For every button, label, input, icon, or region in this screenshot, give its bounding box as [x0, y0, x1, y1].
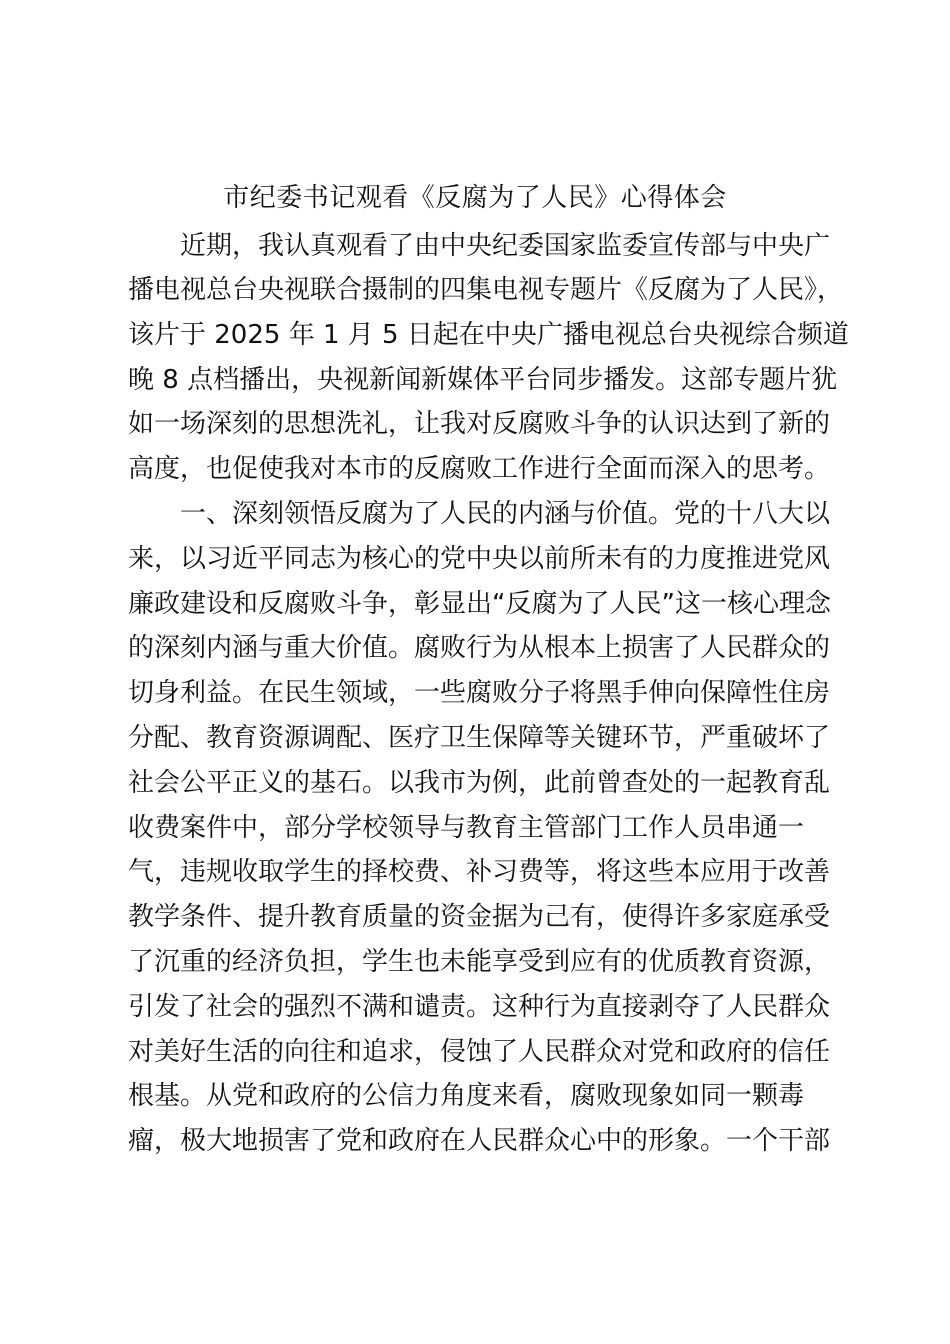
paragraph-line: 近期，我认真观看了由中央纪委国家监委宣传部与中央广 — [180, 231, 831, 261]
paragraph-line: 来，以习近平同志为核心的党中央以前所未有的力度推进党风 — [128, 544, 831, 574]
paragraph-line: 分配、教育资源调配、医疗卫生保障等关键环节，严重破坏了 — [128, 723, 831, 753]
paragraph-line: 教学条件、提升教育质量的资金据为己有，使得许多家庭承受 — [128, 902, 831, 932]
paragraph-line: 社会公平正义的基石。以我市为例，此前曾查处的一起教育乱 — [128, 768, 831, 798]
paragraph-line: 收费案件中，部分学校领导与教育主管部门工作人员串通一 — [128, 813, 805, 843]
paragraph-line: 的深刻内涵与重大价值。腐败行为从根本上损害了人民群众的 — [128, 633, 831, 663]
section-heading-line: 一、深刻领悟反腐为了人民的内涵与价值。党的十八大以 — [180, 499, 831, 529]
paragraph-line: 了沉重的经济负担，学生也未能享受到应有的优质教育资源， — [128, 947, 831, 977]
paragraph-line: 瘤，极大地损害了党和政府在人民群众心中的形象。一个干部 — [128, 1126, 831, 1156]
paragraph-line: 播电视总台央视联合摄制的四集电视专题片《反腐为了人民》， — [128, 275, 844, 305]
paragraph-line: 切身利益。在民生领域，一些腐败分子将黑手伸向保障性住房 — [128, 678, 831, 708]
document-title: 市纪委书记观看《反腐为了人民》心得体会 — [223, 183, 727, 213]
paragraph-line: 气，违规收取学生的择校费、补习费等，将这些本应用于改善 — [128, 857, 831, 887]
paragraph-line: 廉政建设和反腐败斗争，彰显出“反腐为了人民”这一核心理念 — [128, 589, 831, 619]
paragraph-line: 对美好生活的向往和追求，侵蚀了人民群众对党和政府的信任 — [128, 1037, 831, 1067]
paragraph-line: 该片于 2025 年 1 月 5 日起在中央广播电视总台央视综合频道 — [128, 320, 849, 350]
paragraph-line: 晚 8 点档播出，央视新闻新媒体平台同步播发。这部专题片犹 — [128, 365, 838, 395]
paragraph-line: 高度，也促使我对本市的反腐败工作进行全面而深入的思考。 — [128, 454, 831, 484]
paragraph-line: 根基。从党和政府的公信力角度来看，腐败现象如同一颗毒 — [128, 1081, 805, 1111]
paragraph-line: 如一场深刻的思想洗礼，让我对反腐败斗争的认识达到了新的 — [128, 409, 831, 439]
paragraph-line: 引发了社会的强烈不满和谴责。这种行为直接剥夺了人民群众 — [128, 992, 831, 1022]
